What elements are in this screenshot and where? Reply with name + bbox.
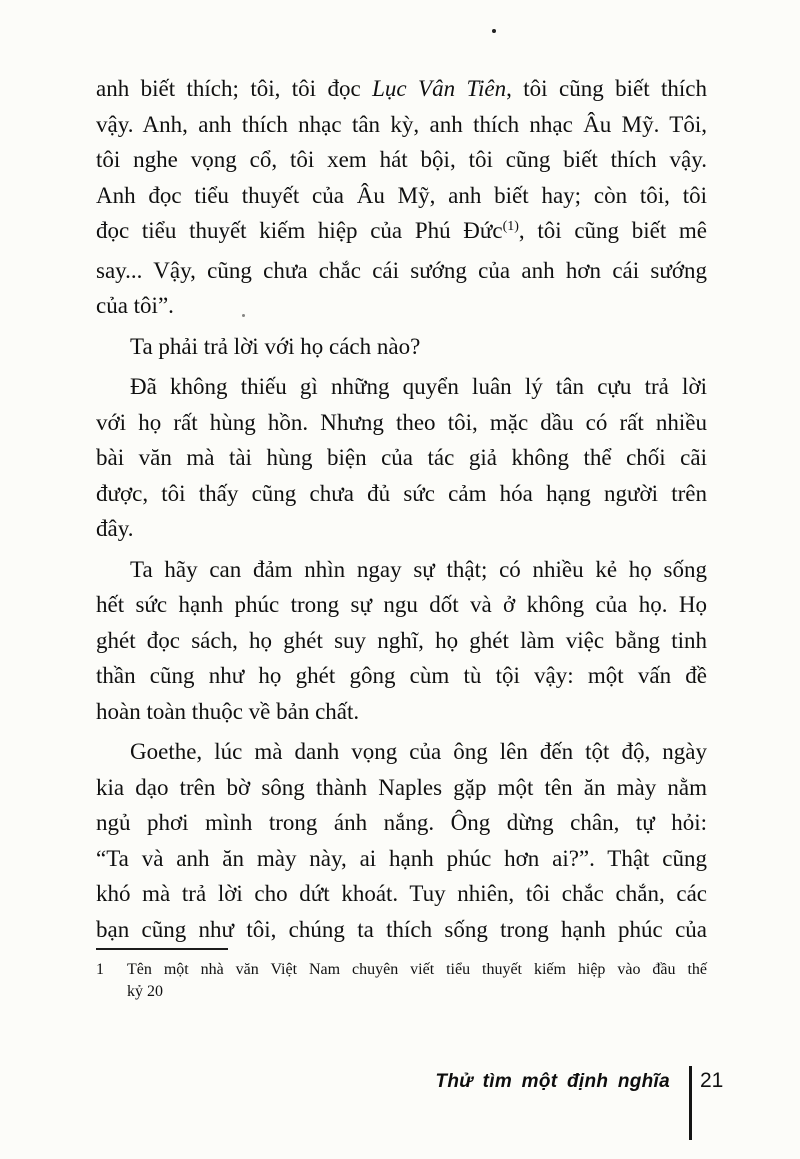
- text-segment: anh biết thích; tôi, tôi đọc: [96, 76, 373, 101]
- paragraph: [96, 369, 707, 547]
- text-line: Đã không thiếu gì những quyển luân lý tân cựu trả lời: [130, 374, 707, 399]
- text-line: ghét đọc sách, họ ghét suy nghĩ, họ ghét làm việc bằng tinh: [96, 627, 707, 653]
- text-line: Ta phải trả lời với họ cách nào?: [130, 333, 421, 359]
- scan-speck: [492, 29, 496, 33]
- footnote-row: [96, 959, 707, 981]
- book-title-italic: Lục Vân Tiên: [372, 76, 507, 101]
- text-line: Goethe, lúc mà danh vọng của ông lên đến tột độ, ngày: [130, 739, 707, 764]
- text-line: ngủ phơi mình trong ánh nắng. Ông dừng chân, tự hỏi:: [96, 810, 707, 835]
- footnote-reference: (1): [502, 219, 519, 234]
- text-line: bài văn mà tài hùng biện của tác giả không thể chối cãi: [96, 445, 707, 470]
- text-line: say... Vậy, cũng chưa chắc cái sướng của anh hơn cái sướng: [96, 257, 707, 283]
- text-line: khó mà trả lời cho dứt khoát. Tuy nhiên, tôi chắc chắn, các: [96, 881, 707, 906]
- text-line: thần cũng như họ ghét gông cùm tù tội vậy: một vấn đề: [96, 663, 707, 688]
- paragraph: [96, 734, 707, 947]
- text-line: bạn cũng như tôi, chúng ta thích sống trong hạnh phúc của: [96, 916, 707, 942]
- text-line: hoàn toàn thuộc về bản chất.: [96, 698, 360, 724]
- text-line: Ta hãy can đảm nhìn ngay sự thật; có nhiều kẻ họ sống: [130, 556, 707, 582]
- text-line: Anh đọc tiểu thuyết của Âu Mỹ, anh biết hay; còn tôi, tôi: [96, 182, 707, 208]
- paragraph: [96, 71, 707, 324]
- text-line: của tôi”.: [96, 293, 174, 318]
- text-line: kia dạo trên bờ sông thành Naples gặp một tên ăn mày nằm: [96, 774, 707, 800]
- paragraph: [96, 552, 707, 730]
- page-number: 21: [700, 1069, 724, 1092]
- paragraph: [96, 329, 707, 365]
- text-segment: đọc tiểu thuyết kiếm hiệp của Phú Đức: [96, 218, 503, 243]
- footnote-marker: 1: [96, 961, 104, 978]
- text-line: [96, 71, 707, 107]
- text-line: với họ rất hùng hồn. Nhưng theo tôi, mặc dầu có rất nhiều: [96, 409, 707, 435]
- footnote: [96, 948, 707, 1003]
- text-line: hết sức hạnh phúc trong sự ngu dốt và ở không của họ. Họ: [96, 592, 707, 617]
- text-line: “Ta và anh ăn mày này, ai hạnh phúc hơn ai?”. Thật cũng: [96, 845, 707, 871]
- text-segment: , tôi cũng biết mê: [518, 218, 707, 243]
- text-line: [96, 213, 707, 253]
- text-line: tôi nghe vọng cổ, tôi xem hát bội, tôi cũng biết thích vậy.: [96, 147, 707, 172]
- text-line: được, tôi thấy cũng chưa đủ sức cảm hóa hạng người trên: [96, 480, 707, 506]
- running-title: Thử tìm một định nghĩa: [435, 1071, 670, 1092]
- body-text: [96, 71, 707, 947]
- footnote-text-line2: kỷ 20: [127, 983, 163, 1000]
- footnote-rule: [96, 948, 228, 950]
- text-segment: , tôi cũng biết thích: [506, 76, 708, 101]
- text-line: đây.: [96, 516, 134, 541]
- footer-divider: [689, 1066, 692, 1140]
- text-line: vậy. Anh, anh thích nhạc tân kỳ, anh thích nhạc Âu Mỹ. Tôi,: [96, 111, 707, 137]
- footnote-text: Tên một nhà văn Việt Nam chuyên viết tiểu thuyết kiếm hiệp vào đầu thế: [127, 961, 707, 978]
